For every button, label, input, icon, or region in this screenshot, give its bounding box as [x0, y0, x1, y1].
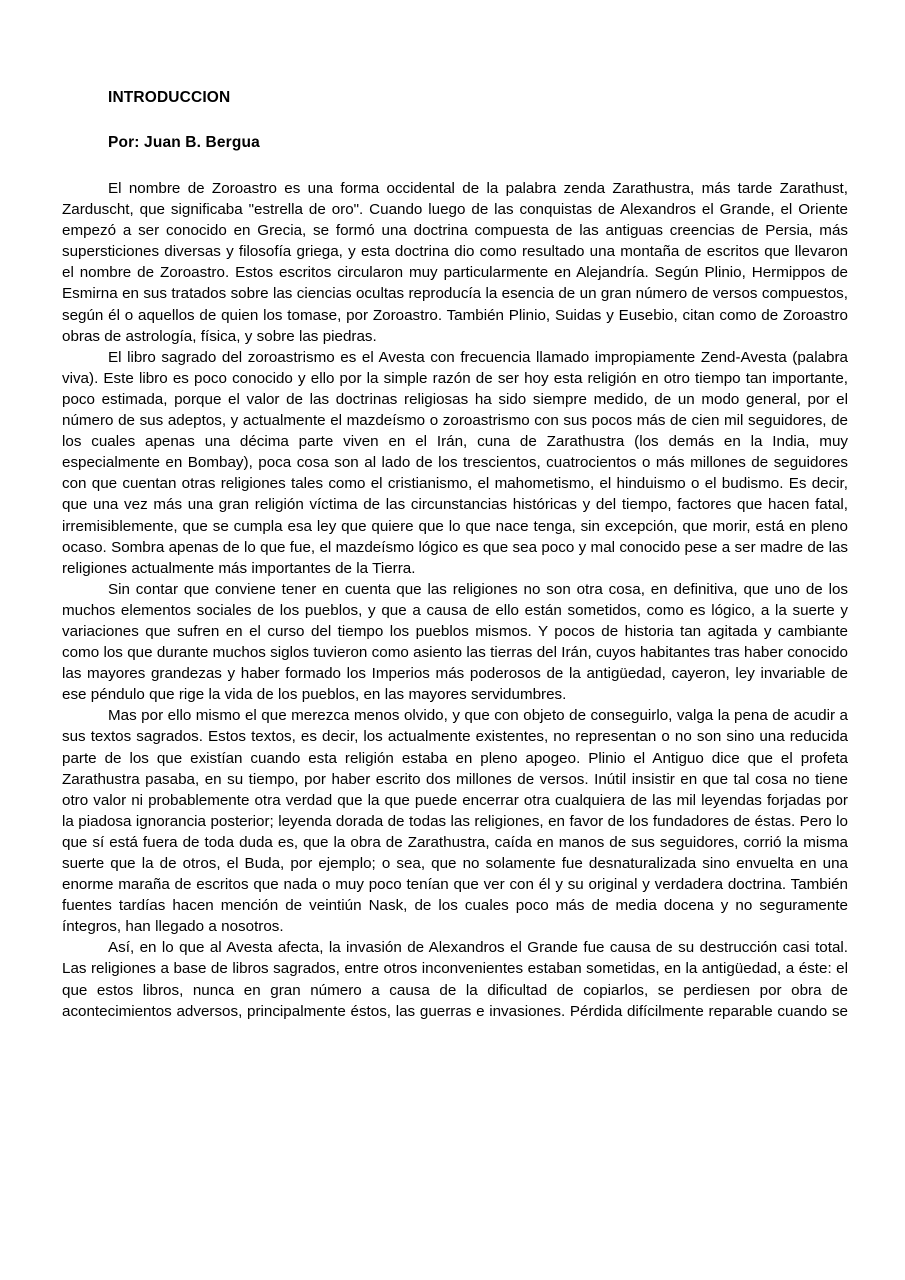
- paragraph: Así, en lo que al Avesta afecta, la invasión de Alexandros el Grande fue causa de su destrucción casi total. Las religiones a base de libros sagrados, entre otros inconvenientes estaban sometidas, en la antigüedad, a éste: el que estos libros, nunca en gran número a causa de la dificultad de copiarlos, se perdiesen por obra de acontecimientos adversos, principalmente éstos, las guerras e invasiones. Pérdida difícilmente reparable cuando se: [62, 939, 848, 1020]
- paragraph: Mas por ello mismo el que merezca menos olvido, y que con objeto de conseguirlo, valga la pena de acudir a sus textos sagrados. Estos textos, es decir, los actualmente existentes, no representan o no son sino una reducida parte de los que existían cuando esta religión estaba en pleno apogeo. Plinio el Antiguo dice que el profeta Zarathustra pasaba, en su tiempo, por haber escrito dos millones de versos. Inútil insistir en que tal cosa no tiene otro valor ni probablemente otra verdad que la que puede encerrar otra cualquiera de las mil leyendas forjadas por la piadosa ignorancia posterior; leyenda dorada de todas las religiones, en favor de los fundadores de éstas. Pero lo que sí está fuera de toda duda es, que la obra de Zarathustra, caída en manos de sus seguidores, corrió la misma suerte que la de otros, el Buda, por ejemplo; o sea, que no solamente fue desnaturalizada sino envuelta en una enorme maraña de escritos que nada o muy poco tenían que ver con él y su original y verdadera doctrina. También fuentes tardías hacen mención de veintiún Nask, de los cuales poco más de media docena y no seguramente íntegros, han llegado a nosotros.: [62, 707, 848, 936]
- author-byline: Por: Juan B. Bergua: [108, 134, 260, 151]
- paragraph: Sin contar que conviene tener en cuenta que las religiones no son otra cosa, en definitiva, que uno de los muchos elementos sociales de los pueblos, y que a causa de ello están sometidos, como es lógico, a la suerte y variaciones que sufren en el curso del tiempo los pueblos mismos. Y pocos de historia tan agitada y cambiante como los que durante muchos siglos tuvieron como asiento las tierras del Irán, cuyos habitantes tras haber conocido las mayores grandezas y haber formado los Imperios más poderosos de la antigüedad, cayeron, ley invariable de ese péndulo que rige la vida de los pueblos, en las mayores servidumbres.: [62, 580, 848, 704]
- page-title: INTRODUCCION: [108, 89, 231, 106]
- paragraph: El libro sagrado del zoroastrismo es el Avesta con frecuencia llamado impropiamente Zend-Avesta (palabra viva). Este libro es poco conocido y ello por la simple razón de ser hoy esta religión en otro tiempo tan importante, poco estimada, porque el valor de las doctrinas religiosas ha sido siempre medido, de un modo general, por el número de sus adeptos, y actualmente el mazdeísmo o zoroastrismo con sus pocos más de cien mil seguidores, de los cuales apenas una décima parte viven en el Irán, cuna de Zarathustra (los demás en la India, muy especialmente en Bombay), poca cosa son al lado de los trescientos, cuatrocientos o más millones de seguidores con que cuentan otras religiones tales como el cristianismo, el mahometismo, el hinduismo o el budismo. Es decir, que una vez más una gran religión víctima de las circunstancias históricas y del tiempo, factores que hacen fatal, irremisiblemente, que se cumpla esa ley que quiere que lo que nace tenga, sin excepción, que morir, está en pleno ocaso. Sombra apenas de lo que fue, el mazdeísmo lógico es que sea poco y mal conocido pese a ser madre de las religiones actualmente más importantes de la Tierra.: [62, 348, 848, 577]
- document-body: [62, 178, 848, 1022]
- paragraph: El nombre de Zoroastro es una forma occidental de la palabra zenda Zarathustra, más tarde Zarathust, Zarduscht, que significaba "estrella de oro". Cuando luego de las conquistas de Alexandros el Grande, el Oriente empezó a ser conocido en Grecia, se formó una doctrina compuesta de las antiguas creencias de Persia, más supersticiones diversas y filosofía griega, y esta doctrina dio como resultado una montaña de escritos que llevaron el nombre de Zoroastro. Estos escritos circularon muy particularmente en Alejandría. Según Plinio, Hermippos de Esmirna en sus tratados sobre las ciencias ocultas reproducía la esencia de un gran número de versos compuestos, según él o aquellos de quien los tomase, por Zoroastro. También Plinio, Suidas y Eusebio, citan como de Zoroastro obras de astrología, física, y sobre las piedras.: [62, 180, 848, 345]
- document-text-column: [62, 0, 848, 1022]
